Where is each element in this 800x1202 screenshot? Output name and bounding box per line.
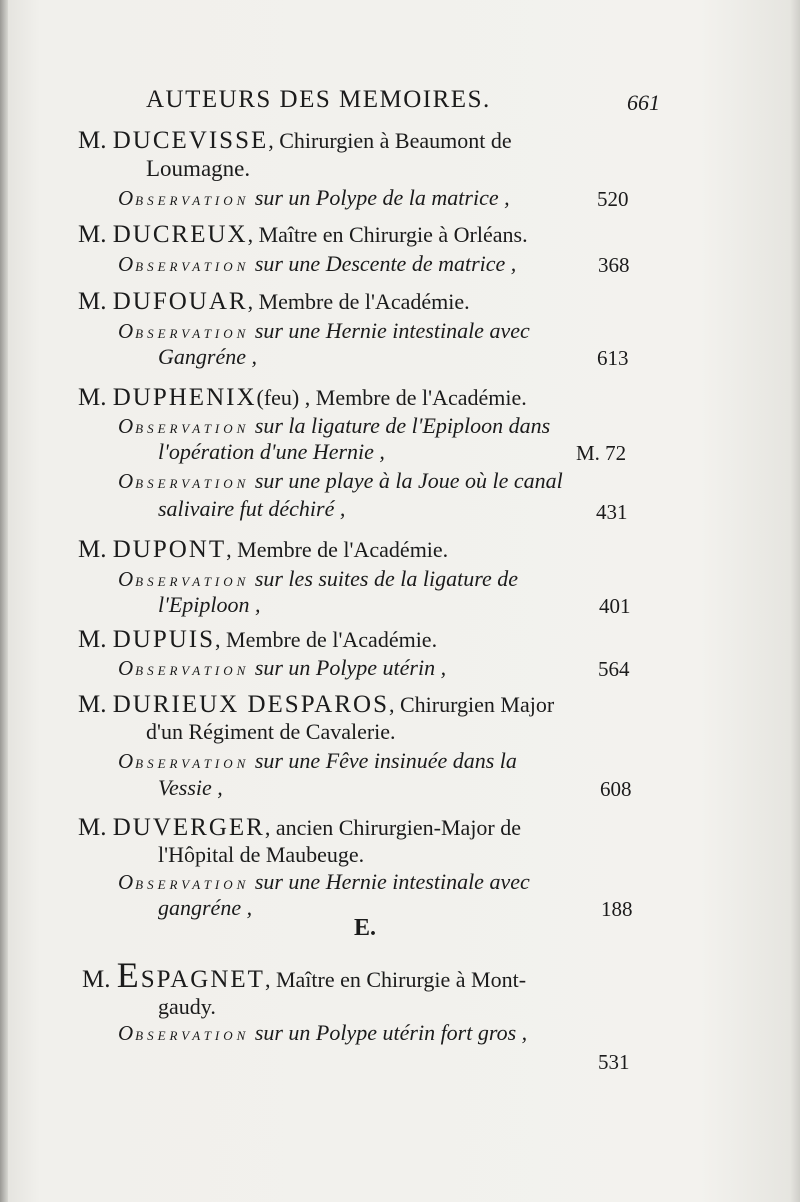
author-description-cont: d'un Régiment de Cavalerie. bbox=[146, 719, 396, 744]
author-description: , Membre de l'Académie. bbox=[215, 627, 438, 652]
observation-line bbox=[118, 251, 516, 280]
observation-text-cont: Gangréne , bbox=[158, 344, 257, 369]
author-prefix: M. bbox=[78, 626, 107, 653]
page-number: 661 bbox=[627, 90, 660, 115]
author-line bbox=[78, 289, 470, 315]
author-line bbox=[78, 537, 448, 563]
observation-text-cont: salivaire fut déchiré , bbox=[158, 496, 346, 521]
author-line bbox=[78, 627, 437, 653]
page-reference: 431 bbox=[596, 500, 628, 524]
author-prefix: M. bbox=[78, 221, 107, 248]
observation-label: OBSERVATION bbox=[118, 252, 250, 276]
author-description: , Membre de l'Académie. bbox=[247, 289, 470, 314]
page-reference: 520 bbox=[597, 187, 629, 211]
observation-line bbox=[118, 1020, 527, 1049]
page-reference: 564 bbox=[598, 657, 630, 681]
observation-label: OBSERVATION bbox=[118, 567, 250, 591]
observation-text: sur un Polype de la matrice , bbox=[254, 185, 510, 210]
observation-label: OBSERVATION bbox=[118, 469, 250, 493]
observation-label: OBSERVATION bbox=[118, 186, 250, 210]
author-description: , ancien Chirurgien-Major de bbox=[264, 815, 522, 840]
observation-text: sur une Fêve insinuée dans la bbox=[254, 748, 517, 773]
header-title: AUTEURS DES MEMOIRES. bbox=[146, 86, 491, 113]
author-name: DUVERGER bbox=[112, 814, 265, 841]
observation-text: sur une Hernie intestinale avec bbox=[254, 318, 530, 343]
observation-text: sur les suites de la ligature de bbox=[254, 566, 518, 591]
author-description-cont: l'Hôpital de Maubeuge. bbox=[158, 842, 365, 867]
section-heading: E. bbox=[354, 915, 377, 941]
page-reference: 613 bbox=[597, 346, 629, 370]
author-description-cont: gaudy. bbox=[158, 994, 216, 1019]
author-name: DUFOUAR bbox=[112, 288, 248, 315]
observation-label: OBSERVATION bbox=[118, 749, 250, 773]
author-description: , Chirurgien à Beaumont de bbox=[268, 128, 512, 153]
observation-line bbox=[118, 748, 517, 777]
author-line bbox=[78, 385, 527, 411]
author-description: , Membre de l'Académie. bbox=[226, 537, 449, 562]
observation-text-cont: l'Epiploon , bbox=[158, 592, 261, 617]
author-name: DUPHENIX bbox=[112, 384, 257, 411]
page-reference: 368 bbox=[598, 253, 630, 277]
observation-text: sur une Hernie intestinale avec bbox=[254, 869, 530, 894]
observation-text: sur une Descente de matrice , bbox=[254, 251, 517, 276]
author-line bbox=[78, 222, 528, 248]
author-prefix: M. bbox=[78, 384, 107, 411]
observation-text: sur un Polype utérin fort gros , bbox=[254, 1020, 528, 1045]
observation-line bbox=[118, 655, 446, 684]
observation-label: OBSERVATION bbox=[118, 414, 250, 438]
observation-line bbox=[118, 869, 530, 898]
author-line bbox=[78, 815, 521, 841]
observation-label: OBSERVATION bbox=[118, 656, 250, 680]
author-name: DUCEVISSE bbox=[112, 127, 269, 154]
author-prefix: M. bbox=[78, 814, 107, 841]
observation-text-cont: Vessie , bbox=[158, 775, 223, 800]
observation-text-cont: gangréne , bbox=[158, 895, 253, 920]
observation-line bbox=[118, 566, 518, 595]
author-prefix: M. bbox=[78, 127, 107, 154]
page-reference: 401 bbox=[599, 594, 631, 618]
author-name: DUPONT bbox=[112, 536, 227, 563]
observation-text: sur une playe à la Joue où le canal bbox=[254, 468, 563, 493]
author-name: ESPAGNET bbox=[116, 955, 265, 995]
author-name: DUCREUX bbox=[112, 221, 248, 248]
author-name: DUPUIS bbox=[112, 626, 216, 653]
page-reference: M. 72 bbox=[576, 441, 627, 465]
author-prefix: M. bbox=[78, 536, 107, 563]
author-line bbox=[82, 955, 527, 995]
observation-text-cont: l'opération d'une Hernie , bbox=[158, 439, 385, 464]
author-prefix: M. bbox=[78, 691, 107, 718]
observation-text: sur un Polype utérin , bbox=[254, 655, 447, 680]
author-description: , Chirurgien Major bbox=[389, 692, 555, 717]
author-description-cont: Loumagne. bbox=[146, 156, 251, 181]
author-line bbox=[78, 128, 512, 154]
observation-text: sur la ligature de l'Epiploon dans bbox=[254, 413, 551, 438]
page-reference: 188 bbox=[601, 897, 633, 921]
author-description: , Maître en Chirurgie à Mont- bbox=[264, 967, 527, 992]
author-description: , Maître en Chirurgie à Orléans. bbox=[247, 222, 528, 247]
page-reference: 531 bbox=[598, 1050, 630, 1074]
author-description: (feu) , Membre de l'Académie. bbox=[256, 385, 527, 410]
observation-line bbox=[118, 468, 563, 497]
author-prefix: M. bbox=[78, 288, 107, 315]
observation-line bbox=[118, 413, 550, 442]
observation-label: OBSERVATION bbox=[118, 1021, 250, 1045]
observation-label: OBSERVATION bbox=[118, 870, 250, 894]
author-line bbox=[78, 692, 554, 718]
page-reference: 608 bbox=[600, 777, 632, 801]
observation-line bbox=[118, 185, 510, 214]
observation-line bbox=[118, 318, 530, 347]
author-prefix: M. bbox=[82, 966, 111, 993]
author-name: DURIEUX DESPAROS bbox=[112, 691, 389, 718]
observation-label: OBSERVATION bbox=[118, 319, 250, 343]
